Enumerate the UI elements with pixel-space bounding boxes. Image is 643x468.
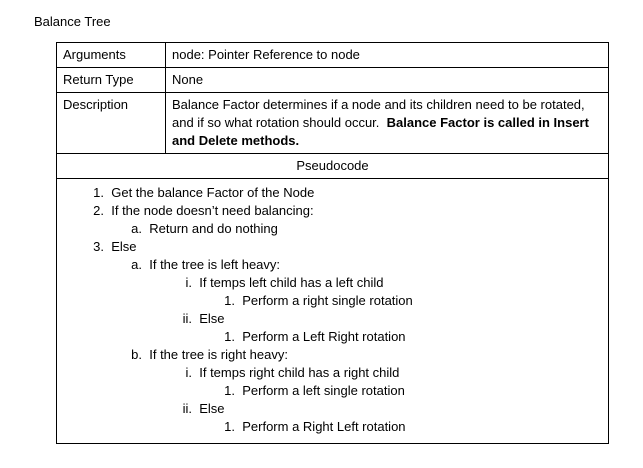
step-3b-ii <box>172 400 225 418</box>
step-marker: 1. <box>224 293 235 308</box>
table-row-description <box>57 93 609 154</box>
arguments-value: node: Pointer Reference to node <box>166 43 609 68</box>
step-marker: i. <box>185 365 192 380</box>
step-text: Perform a left single rotation <box>242 383 405 398</box>
step-3b-i-1 <box>217 382 405 400</box>
step-marker: 1. <box>224 419 235 434</box>
description-text: Balance Factor determines if a node and its children need to be rotated, and if so what rotation should occur. <box>172 97 585 130</box>
step-1 <box>86 184 314 202</box>
step-3 <box>86 238 137 256</box>
step-marker: ii. <box>182 401 192 416</box>
step-marker: ii. <box>182 311 192 326</box>
step-2a <box>124 220 278 238</box>
step-text: Return and do nothing <box>149 221 278 236</box>
description-bold-text: Balance Factor is called in Insert and Delete methods. <box>172 115 589 148</box>
step-marker: b. <box>131 347 142 362</box>
step-text: If the node doesn’t need balancing: <box>111 203 314 218</box>
pseudocode-steps <box>57 179 609 444</box>
step-marker: 1. <box>224 383 235 398</box>
step-text: If the tree is left heavy: <box>149 257 281 272</box>
step-marker: a. <box>131 221 142 236</box>
step-3b <box>124 346 288 364</box>
table-row-arguments <box>57 43 609 68</box>
step-text: Get the balance Factor of the Node <box>111 185 315 200</box>
step-3a-ii <box>172 310 225 328</box>
step-3b-ii-1 <box>217 418 406 436</box>
step-marker: 3. <box>93 239 104 254</box>
step-text: Else <box>199 401 225 416</box>
step-text: If temps left child has a left child <box>199 275 384 290</box>
arguments-label: Arguments <box>57 43 166 68</box>
step-text: Perform a Right Left rotation <box>242 419 406 434</box>
step-3a-i <box>172 274 384 292</box>
step-marker: 1. <box>93 185 104 200</box>
step-text: Else <box>111 239 137 254</box>
step-text: Perform a right single rotation <box>242 293 413 308</box>
return-type-value: None <box>166 68 609 93</box>
pseudocode-header: Pseudocode <box>57 154 609 179</box>
description-label: Description <box>57 93 166 154</box>
step-text: Perform a Left Right rotation <box>242 329 406 344</box>
step-text: If temps right child has a right child <box>199 365 400 380</box>
step-marker: i. <box>185 275 192 290</box>
description-value <box>166 93 609 154</box>
step-3a-i-1 <box>217 292 413 310</box>
balance-tree-table <box>56 42 609 444</box>
step-marker: 2. <box>93 203 104 218</box>
document-title: Balance Tree <box>34 14 111 29</box>
step-text: Else <box>199 311 225 326</box>
step-3a <box>124 256 280 274</box>
table-row-pseudocode-steps <box>57 179 609 444</box>
step-3a-ii-1 <box>217 328 406 346</box>
step-3b-i <box>172 364 399 382</box>
return-type-label: Return Type <box>57 68 166 93</box>
step-marker: a. <box>131 257 142 272</box>
step-text: If the tree is right heavy: <box>149 347 288 362</box>
table-row-return-type <box>57 68 609 93</box>
table-row-pseudocode-header <box>57 154 609 179</box>
step-2 <box>86 202 314 220</box>
step-marker: 1. <box>224 329 235 344</box>
